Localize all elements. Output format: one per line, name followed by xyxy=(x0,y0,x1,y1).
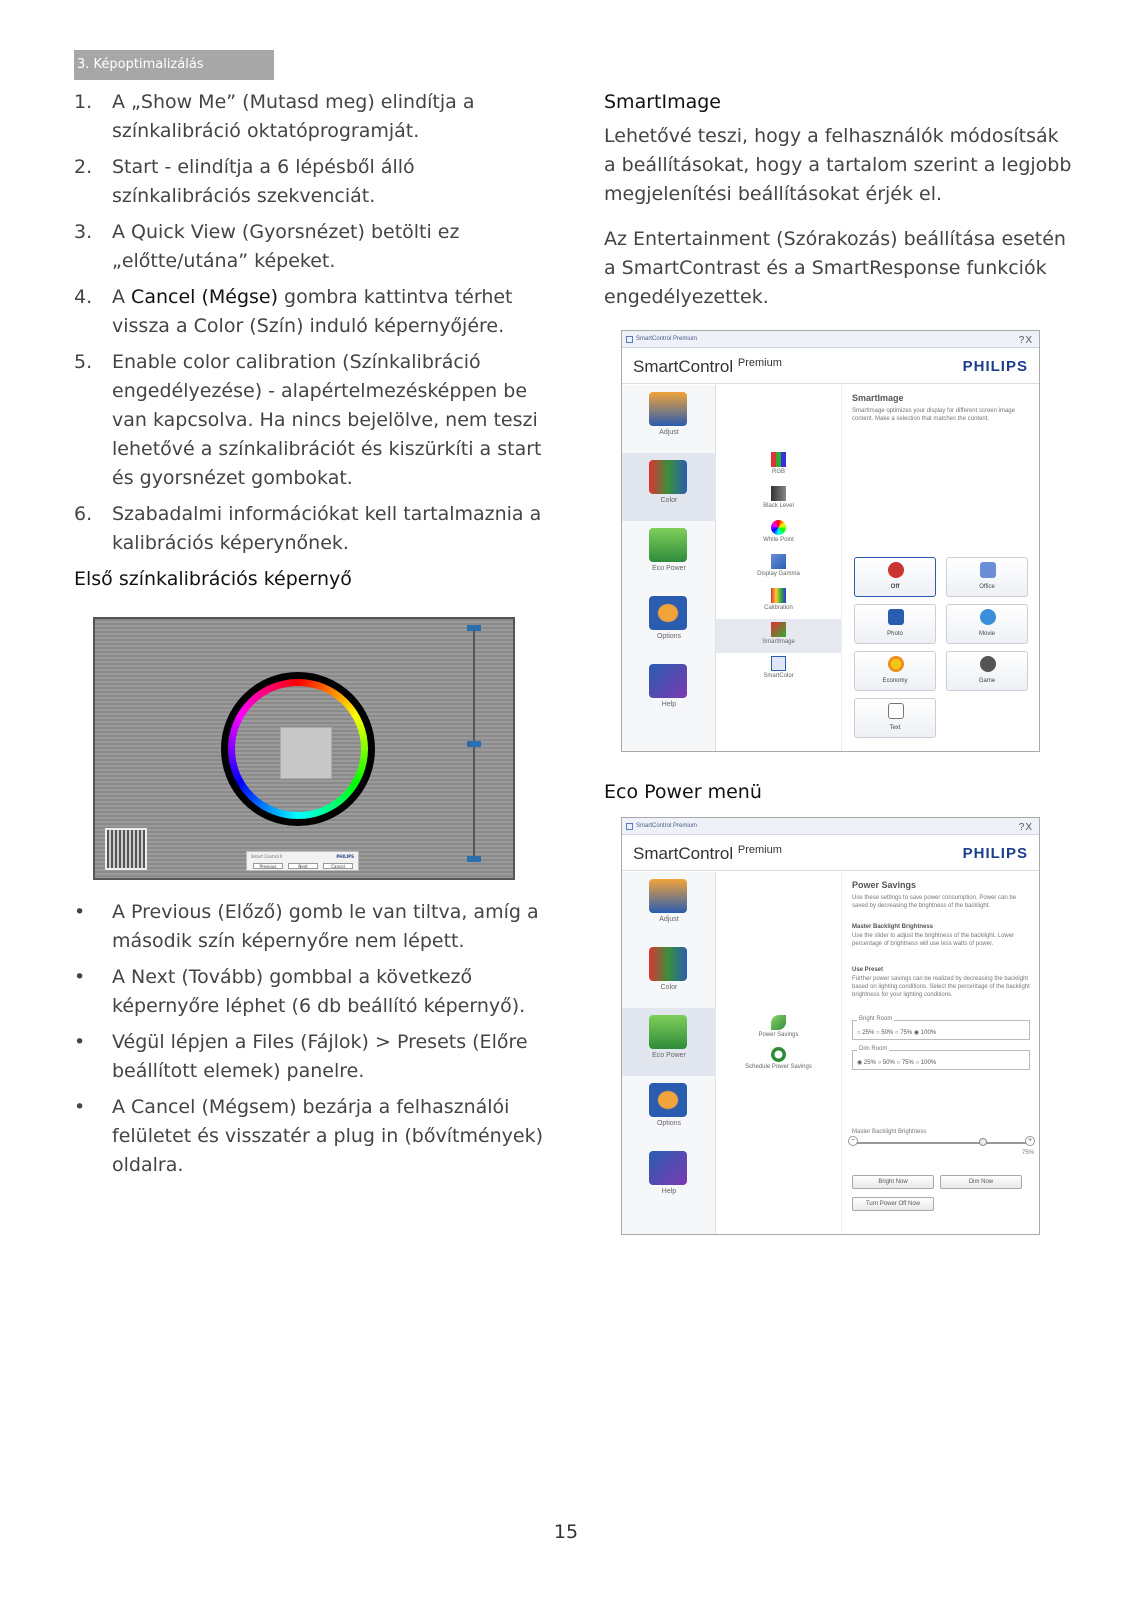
next-button: Next xyxy=(288,863,318,869)
eco-power-window xyxy=(621,817,1040,1235)
steps-list xyxy=(74,88,544,558)
smartimage-panel xyxy=(841,385,1039,751)
step-number: 3. xyxy=(74,221,93,243)
slider-value: 75% xyxy=(1022,1150,1035,1156)
step-item xyxy=(74,88,544,146)
sidebar xyxy=(622,385,716,751)
submenu-item-smartkolor[interactable]: SmartColor xyxy=(716,653,841,687)
left-column xyxy=(74,88,544,594)
page-number: 15 xyxy=(553,1521,579,1543)
smartkolor-icon xyxy=(771,656,786,671)
help-close-icon[interactable]: ?X xyxy=(1018,822,1033,833)
cancel-button: Cancel xyxy=(323,863,353,869)
leaf-icon xyxy=(771,1015,786,1030)
slider-top-handle xyxy=(467,625,481,631)
submenu-item-smartimage[interactable]: SmartImage xyxy=(716,619,841,653)
white-point-icon xyxy=(771,520,786,535)
adjust-icon xyxy=(649,879,687,913)
eco-power-heading: Eco Power menü xyxy=(604,781,762,803)
sidebar xyxy=(622,872,716,1234)
step-text: A „Show Me” (Mutasd meg) elindítja a színkalibráció oktatóprogramját. xyxy=(112,91,475,142)
power-savings-panel xyxy=(841,872,1039,1234)
game-icon xyxy=(980,656,996,672)
preset-photo-button[interactable]: Photo xyxy=(854,604,936,644)
smartcontrol-logo: SmartControl $^{Premium}$ xyxy=(633,357,782,376)
movie-icon xyxy=(980,609,996,625)
step-number: 6. xyxy=(74,503,93,525)
bullet-item: • A Next (Tovább) gombbal a következő képernyőre léphet (6 db beállító képernyő). xyxy=(74,966,526,1017)
window-titlebar xyxy=(622,331,1039,348)
sidebar-item-options[interactable]: Options xyxy=(622,589,716,657)
options-icon xyxy=(649,596,687,630)
calibration-screen-figure xyxy=(93,617,515,880)
step-text-post: gombra kattintva térhet vissza a Color (Szín) induló képernyőjére. xyxy=(112,286,513,337)
bullet-text: A Cancel (Mégsem) bezárja a felhasználói felületet és visszatér a plug in (bővítmények) oldalra. xyxy=(112,1096,544,1176)
bullet-item: • A Cancel (Mégsem) bezárja a felhasználói felületet és visszatér a plug in (bővítmények) oldalra. xyxy=(74,1096,544,1176)
brand-bar xyxy=(622,348,1039,384)
bright-room-options[interactable]: ○ 25% ○ 50% ○ 75% ◉ 100% xyxy=(857,1030,937,1036)
eco-power-icon xyxy=(649,1015,687,1049)
step-item xyxy=(74,283,544,341)
window-title: SmartControl Premium xyxy=(636,336,698,342)
turn-power-off-button[interactable]: Turn Power Off Now xyxy=(852,1197,934,1211)
step-text-pre: A xyxy=(112,286,132,308)
submenu-item-rgb[interactable]: RGB xyxy=(716,449,841,483)
master-text: Use the slider to adjust the brightness of the backlight. Lower percentage of brightness will use less watts of power. xyxy=(852,933,1015,947)
preset-office-button[interactable]: Office xyxy=(946,557,1028,597)
slider-bottom-handle xyxy=(467,856,481,862)
preset-text: Further power savings can be realized by decreasing the backlight based on lighting conditions. Select the percentage of the backlight brightness for your lighting conditions. xyxy=(852,976,1030,998)
help-icon xyxy=(649,664,687,698)
sidebar-item-color[interactable]: Color xyxy=(622,453,716,521)
calibration-dialog-brand: PHILIPS xyxy=(336,854,354,859)
dim-now-button[interactable]: Dim Now xyxy=(940,1175,1022,1189)
step-text: Start - elindítja a 6 lépésből álló színkalibrációs szekvenciát. xyxy=(112,156,415,207)
step-number: 5. xyxy=(74,351,93,373)
preset-economy-button[interactable]: Economy xyxy=(854,651,936,691)
right-column xyxy=(604,88,1074,312)
bullet-text: A Previous (Előző) gomb le van tiltva, amíg a második szín képernyőre nem lépett. xyxy=(112,901,539,952)
dim-room-legend: Dim Room xyxy=(859,1046,888,1052)
submenu xyxy=(716,872,841,1234)
submenu-item-calibration[interactable]: Calibration xyxy=(716,585,841,619)
submenu xyxy=(716,385,841,751)
step-number: 4. xyxy=(74,286,93,308)
smartimage-icon xyxy=(771,622,786,637)
preset-title: Use Preset xyxy=(852,967,884,973)
bullet-text: A Next (Tovább) gombbal a következő képernyőre léphet (6 db beállító képernyő). xyxy=(112,966,526,1017)
smartimage-heading: SmartImage xyxy=(604,91,721,113)
sidebar-item-color[interactable]: Color xyxy=(622,940,716,1008)
app-icon xyxy=(626,823,633,830)
slider-handle xyxy=(467,741,481,747)
preset-text-button[interactable]: Text xyxy=(854,698,936,738)
window-title: SmartControl Premium xyxy=(636,823,698,829)
step-number: 2. xyxy=(74,156,93,178)
preset-off-button[interactable]: Off xyxy=(854,557,936,597)
preset-movie-button[interactable]: Movie xyxy=(946,604,1028,644)
first-screen-heading: Első színkalibrációs képernyő xyxy=(74,568,352,590)
color-icon xyxy=(649,947,687,981)
app-icon xyxy=(626,336,633,343)
calibration-bullets xyxy=(74,898,544,1187)
preset-game-button[interactable]: Game xyxy=(946,651,1028,691)
bright-room-group xyxy=(852,1016,1030,1040)
submenu-item-display-gamma[interactable]: Display Gamma xyxy=(716,551,841,585)
brightness-slider[interactable] xyxy=(852,1142,1028,1144)
sidebar-item-help[interactable]: Help xyxy=(622,657,716,725)
smartimage-paragraph: Lehetővé teszi, hogy a felhasználók módosítsák a beállításokat, hogy a tartalom szerint a legjobb megjelenítési beállításokat érjék el. xyxy=(604,125,1072,205)
smartimage-window xyxy=(621,330,1040,752)
submenu-item-schedule-power-savings[interactable]: Schedule Power Savings xyxy=(716,1044,841,1078)
step-number: 1. xyxy=(74,91,93,113)
sidebar-item-adjust[interactable]: Adjust xyxy=(622,385,716,453)
sidebar-item-options[interactable]: Options xyxy=(622,1076,716,1144)
plus-icon[interactable]: + xyxy=(1025,1136,1035,1146)
sidebar-item-eco-power[interactable]: Eco Power xyxy=(622,521,716,589)
bullet-text: Végül lépjen a Files (Fájlok) > Presets (Előre beállított elemek) panelre. xyxy=(112,1031,528,1082)
dim-room-options[interactable]: ◉ 25% ○ 50% ○ 75% ○ 100% xyxy=(857,1060,937,1066)
text-icon xyxy=(888,703,904,719)
panel-title: SmartImage xyxy=(852,393,904,403)
slider-thumb[interactable] xyxy=(979,1138,987,1146)
bright-room-legend: Bright Room xyxy=(859,1016,893,1022)
smartcontrol-logo: SmartControl $^{Premium}$ xyxy=(633,844,782,863)
intro-text: Use these settings to save power consumption. Power can be saved by decreasing the brightness of the backlight. xyxy=(852,895,1017,909)
adjust-icon xyxy=(649,392,687,426)
window-titlebar xyxy=(622,818,1039,835)
step-item xyxy=(74,348,544,493)
cancel-term: Cancel (Mégse) xyxy=(131,286,279,308)
step-item xyxy=(74,500,544,558)
calibration-icon xyxy=(771,588,786,603)
previous-button: Previous xyxy=(253,863,283,869)
eco-power-icon xyxy=(649,528,687,562)
step-text: Enable color calibration (Színkalibráció engedélyezése) - alapértelmezésképpen be van kapcsolva. Ha nincs bejelölve, nem teszi lehetővé a színkalibrációt és kiszürkíti a start és gyorsnézet gombokat. xyxy=(112,351,542,489)
philips-logo: PHILIPS xyxy=(962,358,1028,375)
submenu-item-power-savings[interactable]: Power Savings xyxy=(716,1012,841,1046)
step-text: A Quick View (Gyorsnézet) betölti ez „előtte/utána” képeket. xyxy=(112,221,460,272)
office-icon xyxy=(980,562,996,578)
panel-title: Power Savings xyxy=(852,880,917,890)
pattern-thumbnail xyxy=(105,828,147,870)
display-gamma-icon xyxy=(771,554,786,569)
black-level-icon xyxy=(771,486,786,501)
power-off-icon xyxy=(888,562,904,578)
schedule-icon xyxy=(771,1047,786,1062)
submenu-item-white-point[interactable]: White Point xyxy=(716,517,841,551)
center-color-patch xyxy=(280,727,332,779)
help-icon xyxy=(649,1151,687,1185)
step-item xyxy=(74,153,544,211)
photo-icon xyxy=(888,609,904,625)
sidebar-item-eco-power[interactable]: Eco Power xyxy=(622,1008,716,1076)
entertainment-paragraph: Az Entertainment (Szórakozás) beállítása esetén a SmartContrast és a SmartResponse funkciók engedélyezettek. xyxy=(604,228,1066,308)
step-text: Szabadalmi információkat kell tartalmaznia a kalibrációs képerynőnek. xyxy=(112,503,542,554)
sidebar-item-adjust[interactable]: Adjust xyxy=(622,872,716,940)
color-icon xyxy=(649,460,687,494)
minus-icon[interactable]: − xyxy=(848,1136,858,1146)
bullet-item: • Végül lépjen a Files (Fájlok) > Presets (Előre beállított elemek) panelre. xyxy=(74,1031,528,1082)
dim-room-group xyxy=(852,1046,1030,1070)
panel-description: SmartImage optimizes your display for different screen image content. Make a selection that matches the content. xyxy=(852,408,1015,422)
economy-icon xyxy=(888,656,904,672)
submenu-item-black-level[interactable]: Black Level xyxy=(716,483,841,517)
brand-bar xyxy=(622,835,1039,871)
slider-label: Master Backlight Brightness xyxy=(852,1129,927,1135)
calibration-dialog-title: Smart Control II xyxy=(251,854,283,859)
master-title: Master Backlight Brightness xyxy=(852,924,934,930)
sidebar-item-help[interactable]: Help xyxy=(622,1144,716,1212)
rgb-icon xyxy=(771,452,786,467)
philips-logo: PHILIPS xyxy=(962,845,1028,862)
options-icon xyxy=(649,1083,687,1117)
calibration-dialog xyxy=(246,851,359,871)
section-tag: 3. Képoptimalizálás xyxy=(74,50,274,80)
bullet-item: • A Previous (Előző) gomb le van tiltva, amíg a második szín képernyőre nem lépett. xyxy=(74,901,539,952)
help-close-icon[interactable]: ?X xyxy=(1018,335,1033,346)
bright-now-button[interactable]: Bright Now xyxy=(852,1175,934,1189)
step-item xyxy=(74,218,544,276)
